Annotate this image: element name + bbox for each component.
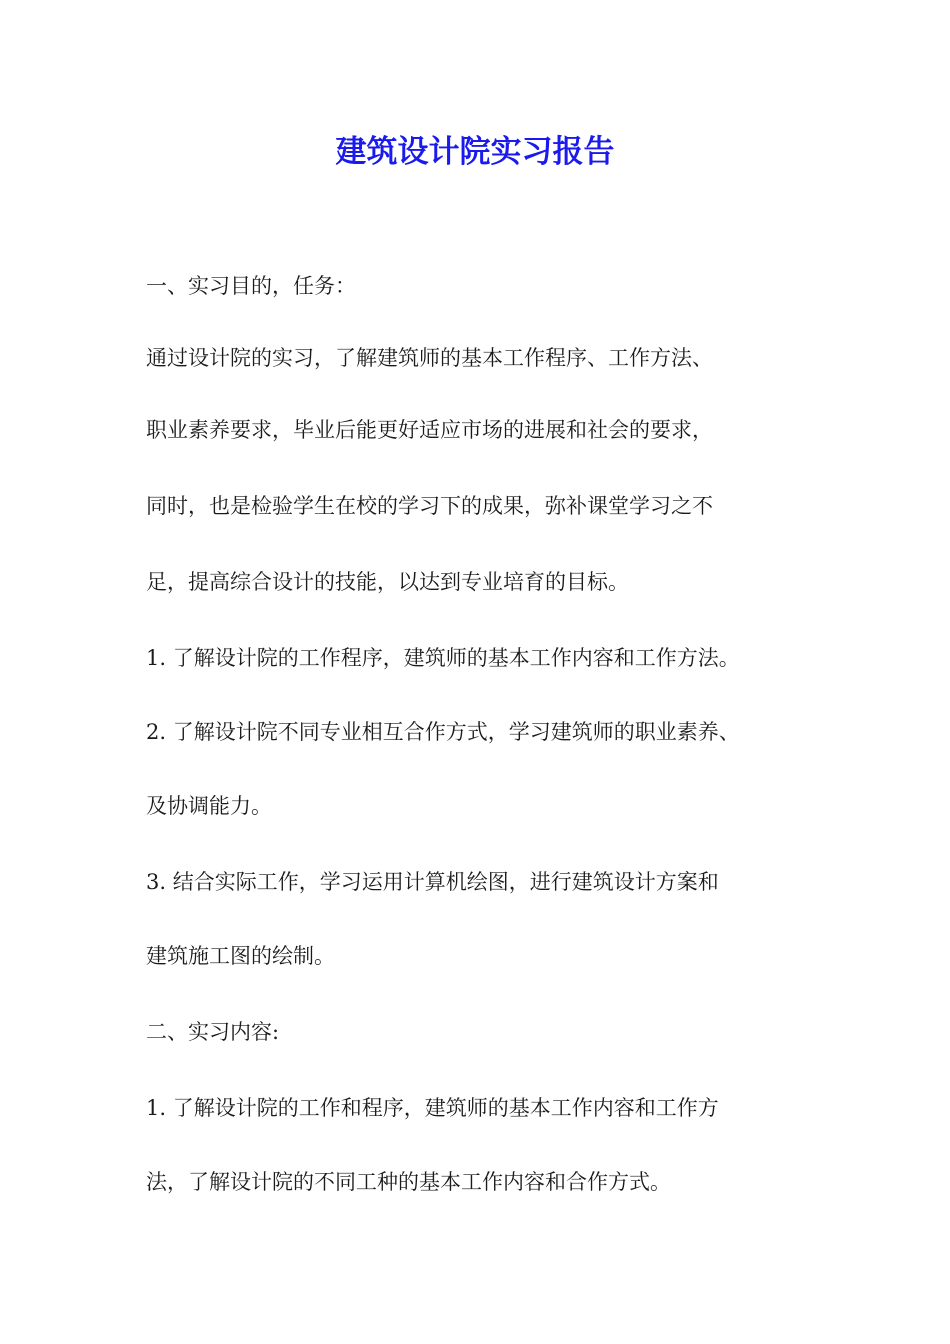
section-heading-purpose: 一、实习目的，任务： (146, 274, 356, 298)
paragraph-line: 职业素养要求，毕业后能更好适应市场的进展和社会的要求， (146, 418, 713, 442)
content-item-1: 1. 了解设计院的工作和程序，建筑师的基本工作内容和工作方 (146, 1096, 719, 1120)
paragraph-line: 足，提高综合设计的技能，以达到专业培育的目标。 (146, 570, 629, 594)
content-item-1-continued: 法，了解设计院的不同工种的基本工作内容和合作方式。 (146, 1170, 671, 1194)
list-item-2-continued: 及协调能力。 (146, 794, 272, 818)
list-item-3-continued: 建筑施工图的绘制。 (146, 944, 335, 968)
section-heading-content: 二、实习内容: (146, 1020, 280, 1044)
list-item-3: 3. 结合实际工作，学习运用计算机绘图，进行建筑设计方案和 (146, 870, 719, 894)
paragraph-line: 通过设计院的实习，了解建筑师的基本工作程序、工作方法、 (146, 346, 713, 370)
list-item-1: 1. 了解设计院的工作程序，建筑师的基本工作内容和工作方法。 (146, 646, 740, 670)
document-title: 建筑设计院实习报告 (335, 134, 615, 170)
list-item-2: 2. 了解设计院不同专业相互合作方式，学习建筑师的职业素养、 (146, 720, 740, 744)
paragraph-line: 同时，也是检验学生在校的学习下的成果，弥补课堂学习之不 (146, 494, 713, 518)
